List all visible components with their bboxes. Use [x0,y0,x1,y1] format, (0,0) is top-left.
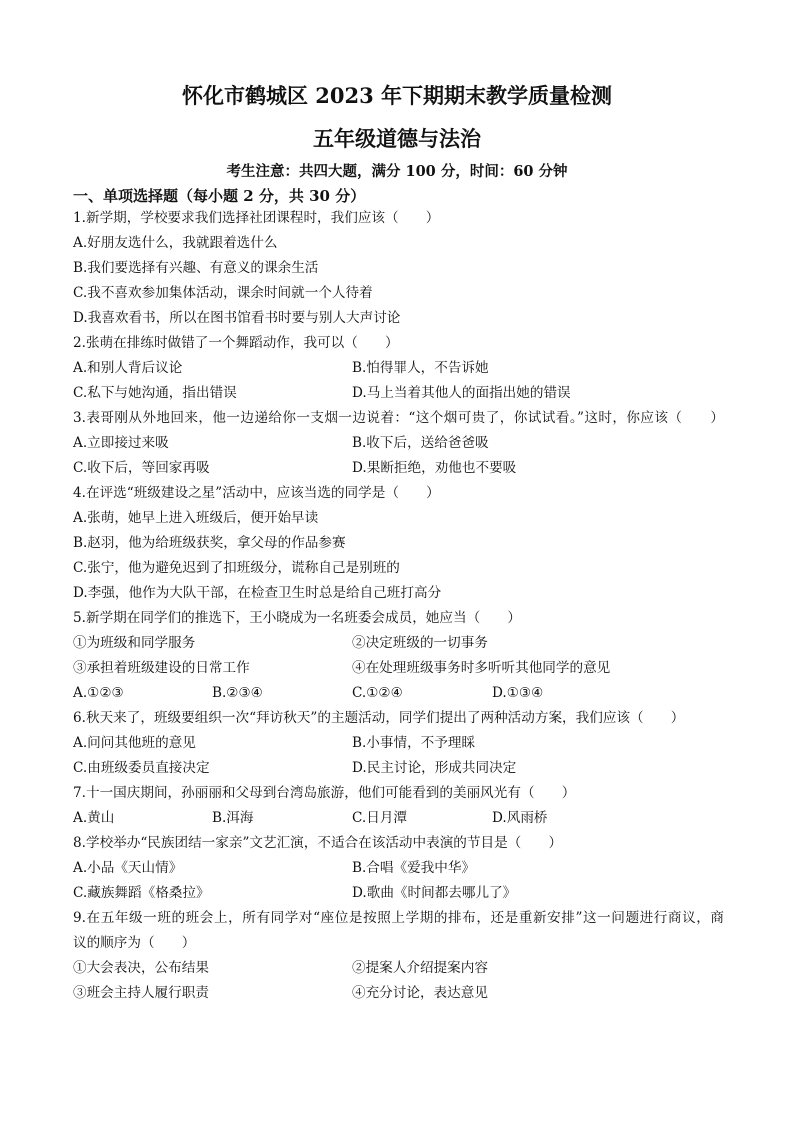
question-5-option-d: D.①③④ [492,685,544,701]
question-3-option-a: A.立即接过来吸 [73,435,169,451]
question-1-option-d: D.我喜欢看书，所以在图书馆看书时要与别人大声讨论 [73,310,401,326]
question-2-option-d: D.马上当着其他人的面指出她的错误 [352,385,571,401]
question-1-option-b: B.我们要选择有兴趣、有意义的课余生活 [73,260,319,276]
question-5-item-2: ②决定班级的一切事务 [352,635,488,651]
question-2-stem: 2.张萌在排练时做错了一个舞蹈动作，我可以（ ） [73,335,399,351]
question-3-option-c: C.收下后，等回家再吸 [73,460,210,476]
question-5-option-b: B.②③④ [212,685,263,701]
question-6-option-c: C.由班级委员直接决定 [73,760,210,776]
section-heading: 一、单项选择题（每小题 2 分，共 30 分） [73,187,366,205]
question-5-stem: 5.新学期在同学们的推选下，王小晓成为一名班委会成员，她应当（ ） [73,610,521,626]
question-8-option-c: C.藏族舞蹈《格桑拉》 [73,885,210,901]
question-4-option-c: C.张宁，他为避免迟到了扣班级分，谎称自己是别班的 [73,560,400,576]
question-9-item-1: ①大会表决，公布结果 [73,960,209,976]
question-9-item-3: ③班会主持人履行职责 [73,985,209,1001]
question-1-stem: 1.新学期，学校要求我们选择社团课程时，我们应该（ ） [73,210,440,226]
exam-subject: 五年级道德与法治 [313,126,481,151]
question-5-item-4: ④在处理班级事务时多听听其他同学的意见 [352,660,611,676]
exam-title: 怀化市鹤城区 2023 年下期期末教学质量检测 [181,83,613,108]
question-7-option-b: B.洱海 [212,810,254,826]
question-9-stem-line-1: 9.在五年级一班的班会上，所有同学对“座位是按照上学期的排布，还是重新安排”这一问题进行商议，商 [73,910,724,926]
question-1-option-c: C.我不喜欢参加集体活动，课余时间就一个人待着 [73,285,373,301]
question-7-option-d: D.风雨桥 [492,810,548,826]
exam-notice: 考生注意：共四大题，满分 100 分，时间：60 分钟 [226,163,568,180]
question-5-item-3: ③承担着班级建设的日常工作 [73,660,250,676]
question-4-option-d: D.李强，他作为大队干部，在检查卫生时总是给自己班打高分 [73,585,442,601]
question-4-option-b: B.赵羽，他为给班级获奖，拿父母的作品参赛 [73,535,346,551]
question-7-option-a: A.黄山 [73,810,115,826]
question-3-option-d: D.果断拒绝，劝他也不要吸 [352,460,517,476]
question-8-option-b: B.合唱《爱我中华》 [352,860,476,876]
question-4-stem: 4.在评选“班级建设之星”活动中，应该当选的同学是（ ） [73,485,440,501]
question-9-stem-line-2: 议的顺序为（ ） [73,935,196,951]
question-8-option-d: D.歌曲《时间都去哪儿了》 [352,885,517,901]
question-6-option-d: D.民主讨论，形成共同决定 [352,760,517,776]
question-8-option-a: A.小品《天山情》 [73,860,183,876]
question-2-option-b: B.怕得罪人，不告诉她 [352,360,489,376]
question-8-stem: 8.学校举办“民族团结一家亲”文艺汇演，不适合在该活动中表演的节目是（ ） [73,835,563,851]
question-5-option-a: A.①②③ [73,685,124,701]
question-3-option-b: B.收下后，送给爸爸吸 [352,435,489,451]
question-7-option-c: C.日月潭 [352,810,408,826]
question-9-item-4: ④充分讨论，表达意见 [352,985,488,1001]
question-5-option-c: C.①②④ [352,685,403,701]
question-4-option-a: A.张萌，她早上进入班级后，便开始早读 [73,510,319,526]
question-2-option-a: A.和别人背后议论 [73,360,183,376]
question-5-item-1: ①为班级和同学服务 [73,635,196,651]
question-6-option-a: A.问问其他班的意见 [73,735,196,751]
question-7-stem: 7.十一国庆期间，孙丽丽和父母到台湾岛旅游，他们可能看到的美丽风光有（ ） [73,785,576,801]
question-1-option-a: A.好朋友选什么，我就跟着选什么 [73,235,278,251]
question-6-stem: 6.秋天来了，班级要组织一次“拜访秋天”的主题活动，同学们提出了两种活动方案，我们应该（ ） [73,710,685,726]
question-6-option-b: B.小事情，不予理睬 [352,735,476,751]
question-3-stem: 3.表哥刚从外地回来，他一边递给你一支烟一边说着：“这个烟可贵了，你试试看。”这时，你应该（ ） [73,410,724,426]
question-9-item-2: ②提案人介绍提案内容 [352,960,488,976]
question-2-option-c: C.私下与她沟通，指出错误 [73,385,237,401]
